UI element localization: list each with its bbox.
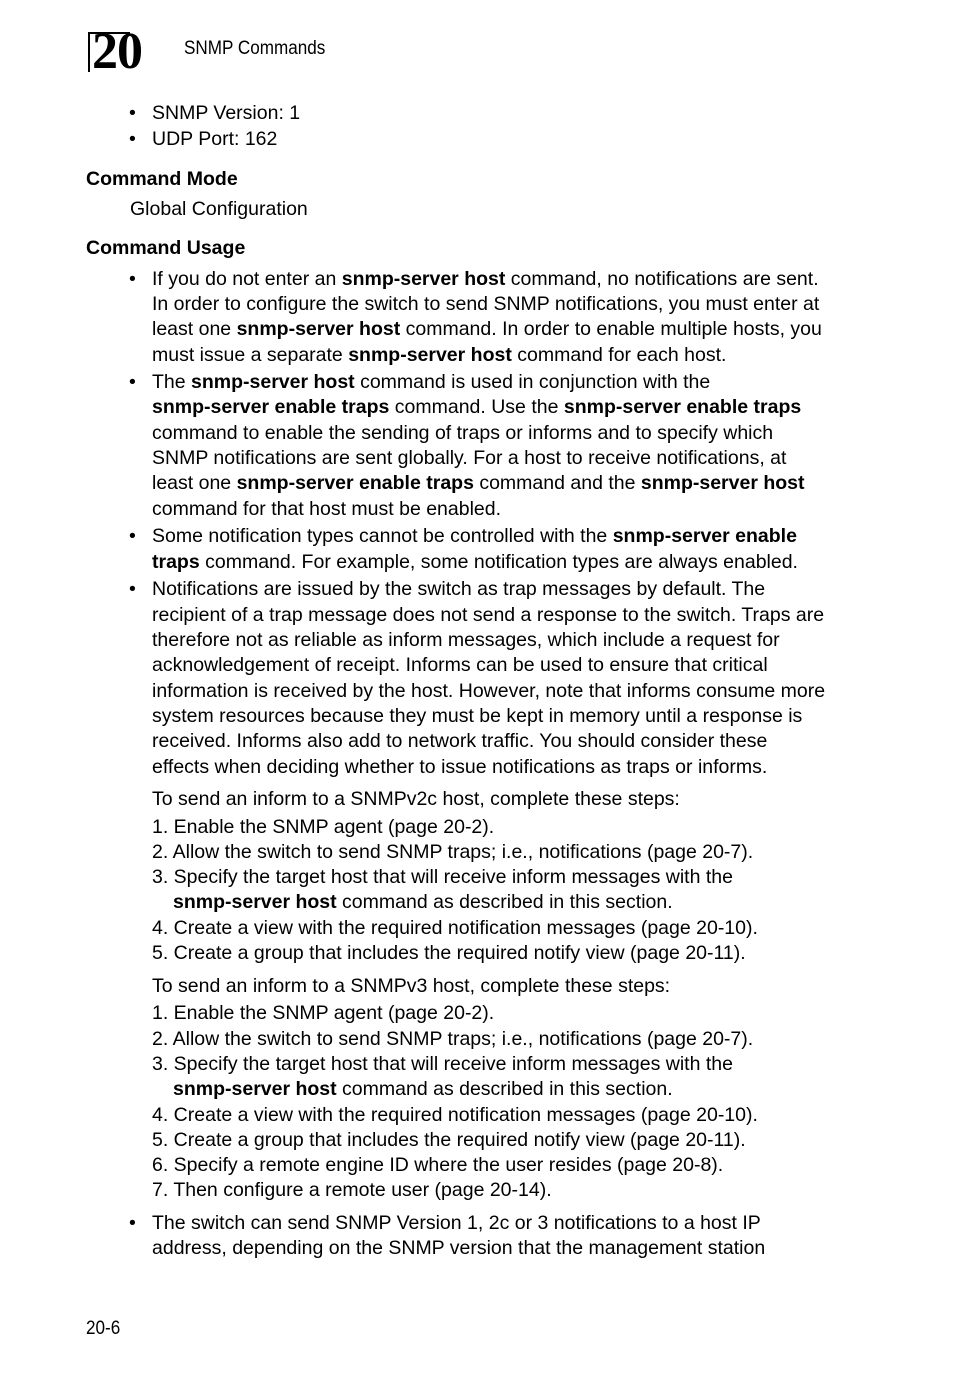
usage-bullet-1-line: least one snmp-server host command. In order to enable multiple hosts, you	[152, 318, 822, 340]
v3-step: 3. Specify the target host that will receive inform messages with the	[152, 1053, 733, 1075]
bullet-glyph: •	[129, 525, 136, 547]
usage-bullet-4-line: acknowledgement of receipt. Informs can be used to ensure that critical	[152, 654, 768, 676]
chapter-number: 20	[86, 30, 142, 74]
v2c-step: 2. Allow the switch to send SNMP traps; i.e., notifications (page 20-7).	[152, 841, 754, 863]
usage-bullet-2-line: SNMP notifications are sent globally. For a host to receive notifications, at	[152, 447, 787, 469]
v3-step: 7. Then configure a remote user (page 20-14).	[152, 1179, 552, 1201]
v3-step: 5. Create a group that includes the required notify view (page 20-11).	[152, 1129, 746, 1151]
v2c-step-continuation: snmp-server host command as described in this section.	[173, 891, 673, 913]
v2c-step: 3. Specify the target host that will receive inform messages with the	[152, 866, 733, 888]
v2c-intro: To send an inform to a SNMPv2c host, complete these steps:	[152, 788, 680, 810]
usage-bullet-4-line: recipient of a trap message does not send a response to the switch. Traps are	[152, 604, 825, 626]
page-number: 20-6	[86, 1318, 121, 1339]
usage-bullet-2-line: command to enable the sending of traps or informs and to specify which	[152, 422, 774, 444]
usage-bullet-3-line: traps command. For example, some notification types are always enabled.	[152, 551, 798, 573]
usage-bullet-4-line: system resources because they must be kept in memory until a response is	[152, 705, 803, 727]
command-mode-value: Global Configuration	[130, 198, 308, 220]
v3-step-continuation: snmp-server host command as described in this section.	[173, 1078, 673, 1100]
v2c-step: 5. Create a group that includes the required notify view (page 20-11).	[152, 942, 746, 964]
bullet-glyph: •	[129, 128, 136, 150]
bullet-glyph: •	[129, 578, 136, 600]
usage-bullet-3-line: Some notification types cannot be controlled with the snmp-server enable	[152, 525, 797, 547]
section-heading-command-usage: Command Usage	[86, 237, 246, 259]
usage-bullet-5-line: The switch can send SNMP Version 1, 2c or 3 notifications to a host IP	[152, 1212, 761, 1234]
v3-intro: To send an inform to a SNMPv3 host, complete these steps:	[152, 975, 671, 997]
usage-bullet-2-line: command for that host must be enabled.	[152, 498, 502, 520]
usage-bullet-4-line: received. Informs also add to network traffic. You should consider these	[152, 730, 768, 752]
usage-bullet-5-line: address, depending on the SNMP version that the management station	[152, 1237, 766, 1259]
usage-bullet-4-line: therefore not as reliable as inform messages, which include a request for	[152, 629, 780, 651]
v3-step: 2. Allow the switch to send SNMP traps; i.e., notifications (page 20-7).	[152, 1028, 754, 1050]
chapter-title: SNMP Commands	[184, 38, 326, 59]
bullet-glyph: •	[129, 371, 136, 393]
bullet-glyph: •	[129, 102, 136, 124]
v2c-step: 1. Enable the SNMP agent (page 20-2).	[152, 816, 495, 838]
v3-step: 4. Create a view with the required notification messages (page 20-10).	[152, 1104, 758, 1126]
usage-bullet-1-line: In order to configure the switch to send SNMP notifications, you must enter at	[152, 293, 820, 315]
usage-bullet-2-line: least one snmp-server enable traps command and the snmp-server host	[152, 472, 805, 494]
usage-bullet-1-line: must issue a separate snmp-server host command for each host.	[152, 344, 727, 366]
usage-bullet-4-line: effects when deciding whether to issue notifications as traps or informs.	[152, 756, 768, 778]
usage-bullet-4-line: information is received by the host. However, note that informs consume more	[152, 680, 826, 702]
v2c-step: 4. Create a view with the required notification messages (page 20-10).	[152, 917, 758, 939]
usage-bullet-2-line: The snmp-server host command is used in conjunction with the	[152, 371, 711, 393]
usage-bullet-4-line: Notifications are issued by the switch as trap messages by default. The	[152, 578, 766, 600]
default-item: SNMP Version: 1	[152, 102, 301, 124]
v3-step: 6. Specify a remote engine ID where the user resides (page 20-8).	[152, 1154, 724, 1176]
usage-bullet-2-line: snmp-server enable traps command. Use the snmp-server enable traps	[152, 396, 802, 418]
bullet-glyph: •	[129, 268, 136, 290]
usage-bullet-1-line: If you do not enter an snmp-server host command, no notifications are sent.	[152, 268, 819, 290]
v3-step: 1. Enable the SNMP agent (page 20-2).	[152, 1002, 495, 1024]
section-heading-command-mode: Command Mode	[86, 168, 238, 190]
default-item: UDP Port: 162	[152, 128, 278, 150]
bullet-glyph: •	[129, 1212, 136, 1234]
